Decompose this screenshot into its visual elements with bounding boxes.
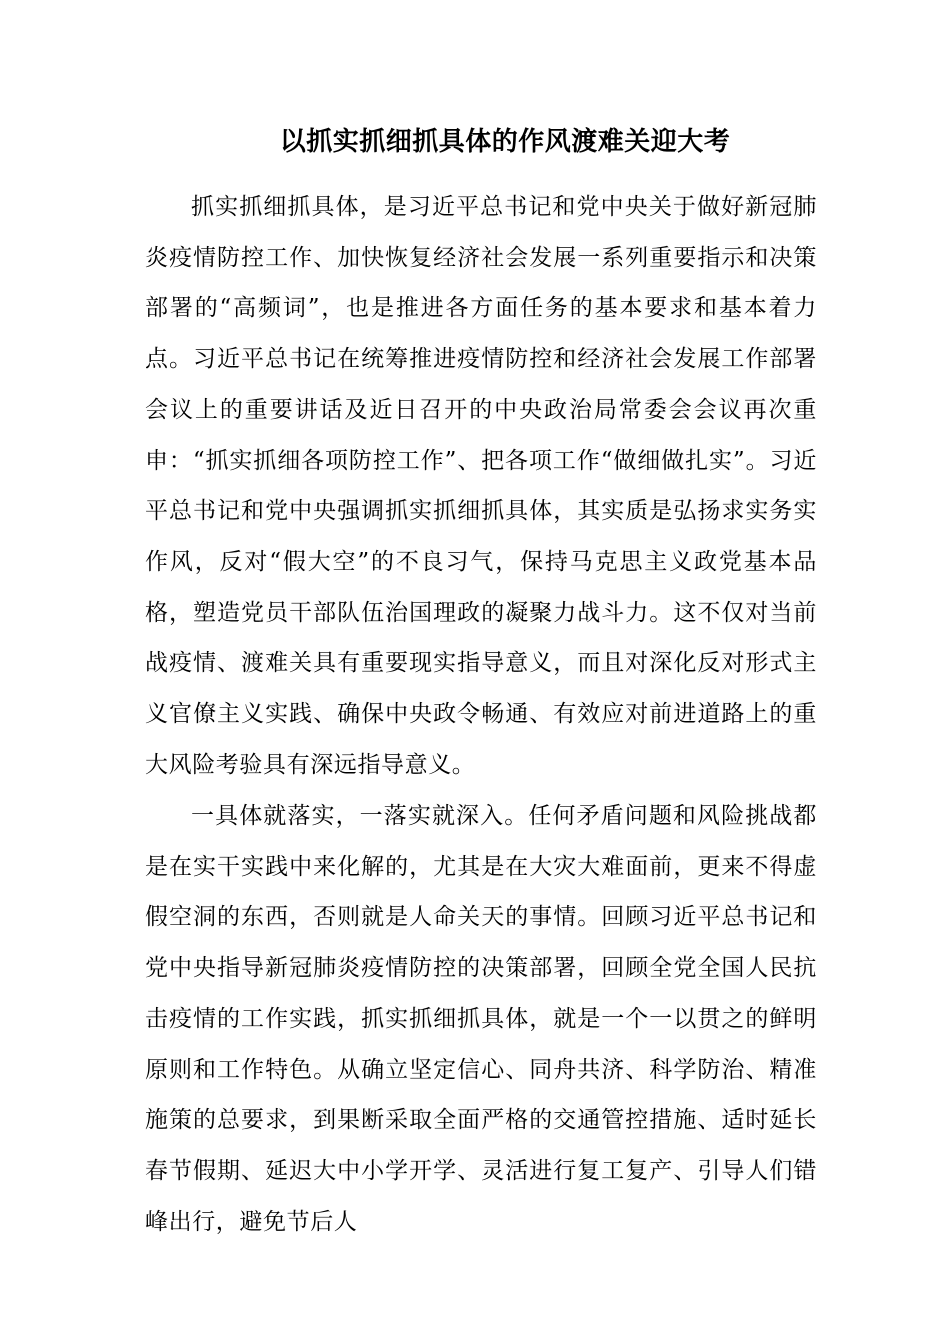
paragraph-1: 抓实抓细抓具体，是习近平总书记和党中央关于做好新冠肺炎疫情防控工作、加快恢复经济社会发展一系列重要指示和决策部署的“高频词”，也是推进各方面任务的基本要求和基本着力点。习近平总书记在统筹推进疫情防控和经济社会发展工作部署会议上的重要讲话及近日召开的中央政治局常委会会议再次重申：“抓实抓细各项防控工作”、把各项工作“做细做扎实”。习近平总书记和党中央强调抓实抓细抓具体，其实质是弘扬求实务实作风，反对“假大空”的不良习气，保持马克思主义政党基本品格，塑造党员干部队伍治国理政的凝聚力战斗力。这不仅对当前战疫情、渡难关具有重要现实指导意义，而且对深化反对形式主义官僚主义实践、确保中央政令畅通、有效应对前进道路上的重大风险考验具有深远指导意义。 (145, 194, 817, 778)
document-title: 以抓实抓细抓具体的作风渡难关迎大考 (279, 127, 731, 157)
paragraph-2: 一具体就落实，一落实就深入。任何矛盾问题和风险挑战都是在实干实践中来化解的，尤其是在大灾大难面前，更来不得虚假空洞的东西，否则就是人命关天的事情。回顾习近平总书记和党中央指导新冠肺炎疫情防控的决策部署，回顾全党全国人民抗击疫情的工作实践，抓实抓细抓具体，就是一个一以贯之的鲜明原则和工作特色。从确立坚定信心、同舟共济、科学防治、精准施策的总要求，到果断采取全面严格的交通管控措施、适时延长春节假期、延迟大中小学开学、灵活进行复工复产、引导人们错峰出行，避免节后人 (145, 803, 817, 1235)
